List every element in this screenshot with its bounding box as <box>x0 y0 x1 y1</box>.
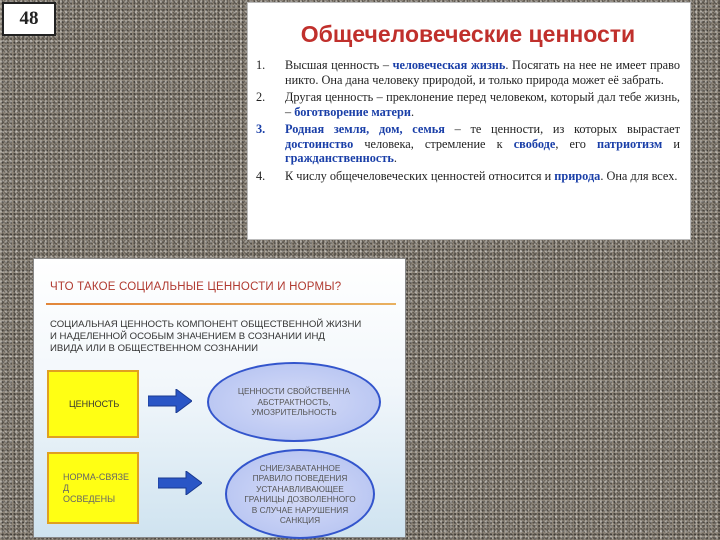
definition-line: ИВИДА ИЛИ В ОБЩЕСТВЕННОМ СОЗНАНИИ <box>50 343 258 354</box>
norm-box-line: НОРМА-СВЯЗЕ Д <box>63 471 130 493</box>
social-values-slide <box>33 258 406 538</box>
value-box-label: ЦЕННОСТЬ <box>69 399 120 409</box>
norm-box-line: ОСВЕДЕНЫ <box>63 493 116 504</box>
highlighted-term: свободе <box>513 136 556 151</box>
value-item <box>256 169 680 184</box>
highlighted-term: патриотизм <box>597 136 663 151</box>
item-text <box>285 90 680 119</box>
item-text <box>285 122 680 166</box>
panel-title: Общечеловеческие ценности <box>300 21 636 47</box>
text-fragment: . <box>410 104 415 119</box>
arrow-right-icon <box>148 389 192 413</box>
item-number: 4. <box>256 168 266 183</box>
norm-ellipse-line: В СЛУЧАЕ НАРУШЕНИЯ <box>251 504 349 515</box>
value-box <box>47 370 139 438</box>
slide-number: 48 <box>2 2 56 36</box>
highlighted-term: человеческая жизнь <box>392 58 506 72</box>
text-fragment: , его <box>555 136 597 151</box>
text-fragment: и <box>662 136 680 151</box>
item-number: 1. <box>256 58 266 72</box>
norm-ellipse-line: УСТАНАВЛИВАЮЩЕЕ <box>256 483 344 494</box>
title-underline <box>46 303 396 305</box>
norm-box <box>47 452 139 524</box>
value-item <box>256 90 680 119</box>
highlighted-term: природа <box>554 168 601 183</box>
highlighted-term: достоинство <box>285 136 354 151</box>
highlighted-term: гражданственность <box>285 151 394 165</box>
text-fragment: – те ценности, из которых вырастает <box>444 122 680 136</box>
norm-ellipse-line: ПРАВИЛО ПОВЕДЕНИЯ <box>252 473 348 483</box>
norm-ellipse-line: СНИЕ/ЗАВАТАННОЕ <box>259 462 341 473</box>
value-ellipse <box>207 362 381 442</box>
definition-line: СОЦИАЛЬНАЯ ЦЕННОСТЬ КОМПОНЕНТ ОБЩЕСТВЕННОЙ ЖИЗНИ <box>50 319 362 330</box>
item-number: 2. <box>256 90 266 104</box>
norm-ellipse-line: САНКЦИЯ <box>279 515 321 525</box>
definition-line: И НАДЕЛЕННОЙ ОСОБЫМ ЗНАЧЕНИЕМ В СОЗНАНИИ ИНД <box>50 331 325 342</box>
question-title: ЧТО ТАКОЕ СОЦИАЛЬНЫЕ ЦЕННОСТИ И НОРМЫ? <box>50 281 342 293</box>
value-item <box>256 58 680 87</box>
norm-ellipse <box>225 449 375 539</box>
item-text <box>285 58 680 87</box>
highlighted-term: Родная земля, дом, семья <box>285 122 445 136</box>
text-fragment: . <box>393 151 397 165</box>
item-number: 3. <box>256 122 266 136</box>
text-fragment: . Она для всех. <box>600 168 678 183</box>
text-fragment: К числу общечеловеческих ценностей относится и <box>285 168 555 183</box>
norm-ellipse-line: ГРАНИЦЫ ДОЗВОЛЕННОГО <box>244 494 356 504</box>
highlighted-term: боготворение матери <box>294 104 411 119</box>
universal-values-panel <box>247 2 691 240</box>
value-ellipse-line: АБСТРАКТНОСТЬ, <box>257 396 331 407</box>
arrow-right-icon <box>158 471 202 495</box>
text-fragment: Высшая ценность – <box>285 58 393 72</box>
item-text <box>285 169 680 184</box>
text-fragment: Другая ценность – преклонение перед человеком, который дал тебе жизнь, – <box>285 90 680 119</box>
value-item <box>256 122 680 166</box>
definition-text <box>50 319 400 355</box>
value-ellipse-line: УМОЗРИТЕЛЬНОСТЬ <box>251 407 337 418</box>
text-fragment: человека, стремление к <box>353 136 514 151</box>
text-fragment: . Посягать на нее не имеет право никто. Она дана человеку природой, и только природа может её забрать. <box>285 58 681 87</box>
values-list <box>256 58 680 183</box>
value-ellipse-line: ЦЕННОСТИ СВОЙСТВЕННА <box>237 386 351 397</box>
